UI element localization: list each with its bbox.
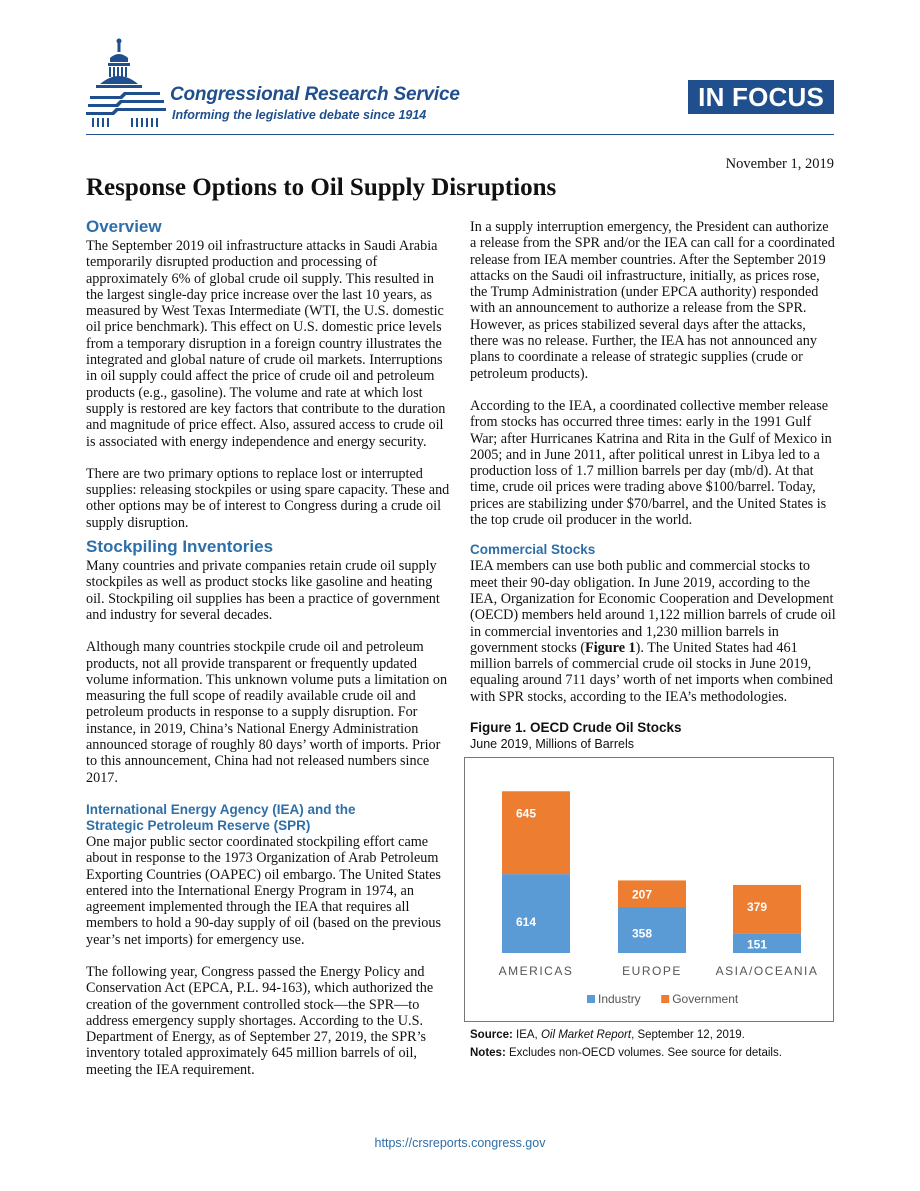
iea-heading-line-2: Strategic Petroleum Reserve (SPR) — [86, 817, 311, 833]
source-text-a: IEA, — [512, 1029, 541, 1042]
data-label-industry-1: 358 — [632, 926, 653, 941]
oecd-stocks-chart — [465, 758, 833, 1021]
header-divider — [86, 134, 834, 135]
iea-paragraph-1: One major public sector coordinated stockpiling effort came about in response to the 1973 Organization of Arab Petroleum Exporting Countries (OAPEC) oil embargo. The United States entered into the International Energy Program in 1974, an agreement implemented through the IEA that requires all members to hold a 90-day supply of oil (based on the previous year’s net imports) for emergency use. — [86, 833, 442, 948]
bar-industry-0 — [502, 874, 570, 953]
overview-paragraph-2: There are two primary options to replace lost or interrupted supplies: releasing stockpiles or using spare capacity. These and other options may be of interest to Congress during a crude oil supply disruption. — [86, 465, 450, 531]
source-label: Source: — [470, 1029, 513, 1042]
figure-title: Figure 1. OECD Crude Oil Stocks — [470, 720, 682, 736]
notes-text: Excludes non-OECD volumes. See source for details. — [505, 1047, 782, 1060]
capitol-dome-icon — [86, 38, 166, 130]
overview-paragraph-1: The September 2019 oil infrastructure attacks in Saudi Arabia temporarily disrupted production and processing of approximately 6% of global crude oil supply. This resulted in the largest single-day price increase over the last 10 years, as measured by West Texas Intermediate (WTI, the U.S. domestic oil price benchmark). This effect on U.S. domestic price levels from a temporary disruption in a foreign country illustrates the integrated and global nature of crude oil markets. Interruptions in oil supply could affect the price of crude oil and petroleum products (e.g., gasoline). The volume and rate at which lost supply is restored are key factors that contribute to the duration and magnitude of price effect. Also, assured access to crude oil is associated with energy independence and energy security. — [86, 238, 446, 450]
legend-swatch-0 — [587, 995, 595, 1003]
figure-subtitle: June 2019, Millions of Barrels — [470, 737, 634, 752]
right-column — [470, 219, 836, 1062]
notes-label: Notes: — [470, 1047, 506, 1060]
commercial-paragraph — [470, 558, 836, 705]
overview-heading: Overview — [86, 217, 162, 236]
commercial-text-a: IEA members can use both public and commercial stocks to meet their 90-day obligation. In June 2019, according to the IEA, Organization for Economic Cooperation and Development (OECD) members held around 1,122 million barrels of crude oil in commercial inventories and 1,230 million barrels in government stocks ( — [470, 558, 836, 656]
notes-line — [470, 1044, 836, 1062]
commercial-stocks-heading: Commercial Stocks — [470, 542, 596, 558]
data-label-industry-2: 151 — [747, 937, 768, 952]
left-column — [86, 217, 450, 1094]
stockpiling-paragraph-1: Many countries and private companies retain crude oil supply stockpiles as well as product stocks like gasoline and heating oil. Stockpiling oil supplies has been a practice of government and industry for several decades. — [86, 558, 440, 623]
source-title: Oil Market Report — [540, 1029, 632, 1042]
footer-url[interactable]: https://crsreports.congress.gov — [374, 1136, 546, 1150]
report-header — [86, 38, 834, 138]
org-name: Congressional Research Service — [170, 84, 460, 105]
legend-label-0: Industry — [598, 992, 641, 1007]
commercial-text-b: ). The United States had 461 million barrels of commercial crude oil stocks in June 2019, equaling around 711 days’ worth of net imports when combined with SPR stocks, according to the IEA’s methodologies. — [470, 639, 833, 705]
legend-swatch-1 — [661, 995, 669, 1003]
data-label-industry-0: 614 — [516, 915, 537, 930]
report-date: November 1, 2019 — [725, 156, 834, 172]
history-paragraph: According to the IEA, a coordinated collective member release from stocks has occurred three times: early in the 1991 Gulf War; after Hurricanes Katrina and Rita in the Gulf of Mexico in 2005; and in June 2011, after political unrest in Libya led to a production loss of 1.7 million barrels per day (mb/d). At that time, crude oil prices were trading above $100/barrel. Today, prices are stabilizing under $70/barrel, and the United States is the top crude oil producer in the world. — [470, 397, 832, 529]
legend-label-1: Government — [672, 992, 739, 1007]
chart-frame — [464, 757, 834, 1022]
org-tagline: Informing the legislative debate since 1914 — [172, 108, 427, 122]
source-text-b: , September 12, 2019. — [631, 1029, 745, 1042]
figure-reference: Figure 1 — [585, 639, 636, 656]
category-label-0: AMERICAS — [498, 964, 574, 979]
iea-paragraph-2: The following year, Congress passed the Energy Policy and Conservation Act (EPCA, P.L. 94-163), which authorized the creation of the government controlled stock—the SPR—to address emergency supply shortages. According to the U.S. Department of Energy, as of September 27, 2019, the SPR’s inventory totaled approximately 645 million barrels of oil, meeting the IEA requirement. — [86, 963, 434, 1078]
in-focus-badge: IN FOCUS — [688, 80, 834, 114]
iea-heading — [86, 802, 450, 834]
figure-notes — [470, 1026, 836, 1062]
release-paragraph: In a supply interruption emergency, the President can authorize a release from the SPR and/or the IEA can call for a coordinated release from IEA member countries. After the September 2019 attacks on the Saudi oil infrastructure, initially, as prices rose, the Trump Administration (under EPCA authority) responded with an announcement to authorize a release from the SPR. However, as prices stabilized several days after the attacks, there was no release. Further, the IEA has not announced any plans to coordinate a release of strategic supplies (crude or petroleum products). — [470, 219, 835, 382]
bar-government-0 — [502, 791, 570, 874]
category-label-2: ASIA/OCEANIA — [715, 964, 819, 979]
data-label-government-1: 207 — [632, 887, 653, 902]
category-label-1: EUROPE — [622, 964, 682, 979]
iea-heading-line-1: International Energy Agency (IEA) and the — [86, 801, 356, 817]
stockpiling-heading: Stockpiling Inventories — [86, 537, 274, 557]
data-label-government-0: 645 — [516, 806, 537, 821]
data-label-government-2: 379 — [747, 899, 768, 914]
source-line — [470, 1026, 836, 1044]
page-title: Response Options to Oil Supply Disruptions — [86, 174, 557, 201]
stockpiling-paragraph-2: Although many countries stockpile crude oil and petroleum products, not all provide transparent or frequently updated volume information. This unknown volume puts a limitation on measuring the full scope of readily available crude oil and petroleum products in response to a supply disruption. For instance, in 2019, China’s National Energy Administration announced storage of roughly 80 days’ worth of imports. Prior to this announcement, China had not released numbers since 2017. — [86, 639, 448, 786]
